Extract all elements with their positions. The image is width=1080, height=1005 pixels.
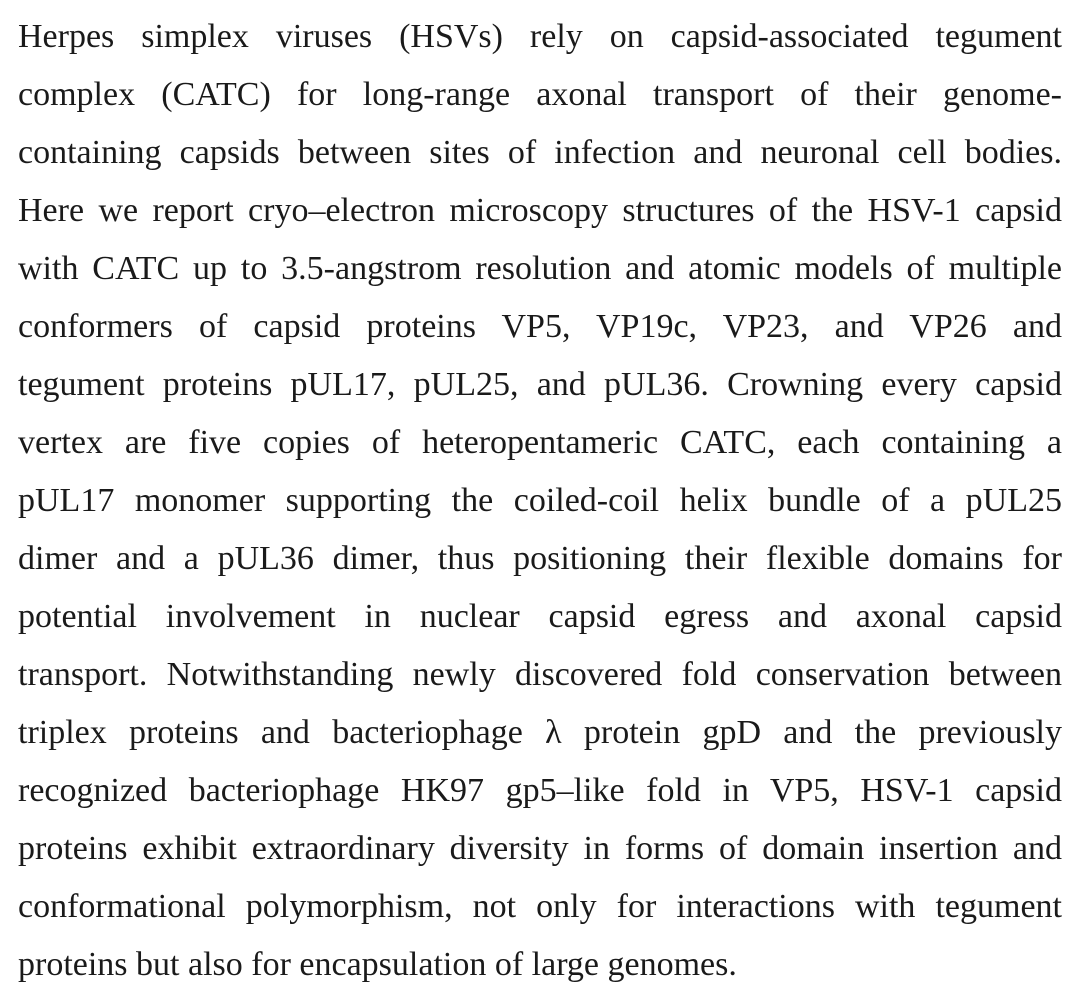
abstract-line: recognized bacteriophage HK97 gp5–like fold in VP5, HSV-1 capsid bbox=[18, 772, 1062, 809]
abstract-line: tegument proteins pUL17, pUL25, and pUL36. Crowning every capsid bbox=[18, 366, 1062, 403]
abstract-line: pUL17 monomer supporting the coiled-coil helix bundle of a pUL25 bbox=[18, 482, 1062, 519]
abstract-line: conformers of capsid proteins VP5, VP19c, VP23, and VP26 and bbox=[18, 308, 1062, 345]
abstract-line: proteins but also for encapsulation of large genomes. bbox=[18, 946, 737, 983]
abstract-line: transport. Notwithstanding newly discovered fold conservation between bbox=[18, 656, 1062, 693]
abstract-line: proteins exhibit extraordinary diversity in forms of domain insertion and bbox=[18, 830, 1062, 867]
abstract-line: vertex are five copies of heteropentameric CATC, each containing a bbox=[18, 424, 1062, 461]
abstract-line: triplex proteins and bacteriophage λ protein gpD and the previously bbox=[18, 714, 1062, 751]
abstract-line: potential involvement in nuclear capsid egress and axonal capsid bbox=[18, 598, 1062, 635]
abstract-line: conformational polymorphism, not only for interactions with tegument bbox=[18, 888, 1062, 925]
abstract-line: dimer and a pUL36 dimer, thus positioning their flexible domains for bbox=[18, 540, 1062, 577]
abstract-line: with CATC up to 3.5-angstrom resolution and atomic models of multiple bbox=[18, 250, 1062, 287]
abstract-line: containing capsids between sites of infection and neuronal cell bodies. bbox=[18, 134, 1062, 171]
abstract-line: Herpes simplex viruses (HSVs) rely on capsid-associated tegument bbox=[18, 18, 1062, 55]
abstract-paragraph bbox=[18, 8, 1062, 994]
abstract-line: complex (CATC) for long-range axonal transport of their genome- bbox=[18, 76, 1062, 113]
abstract-line: Here we report cryo–electron microscopy structures of the HSV-1 capsid bbox=[18, 192, 1062, 229]
